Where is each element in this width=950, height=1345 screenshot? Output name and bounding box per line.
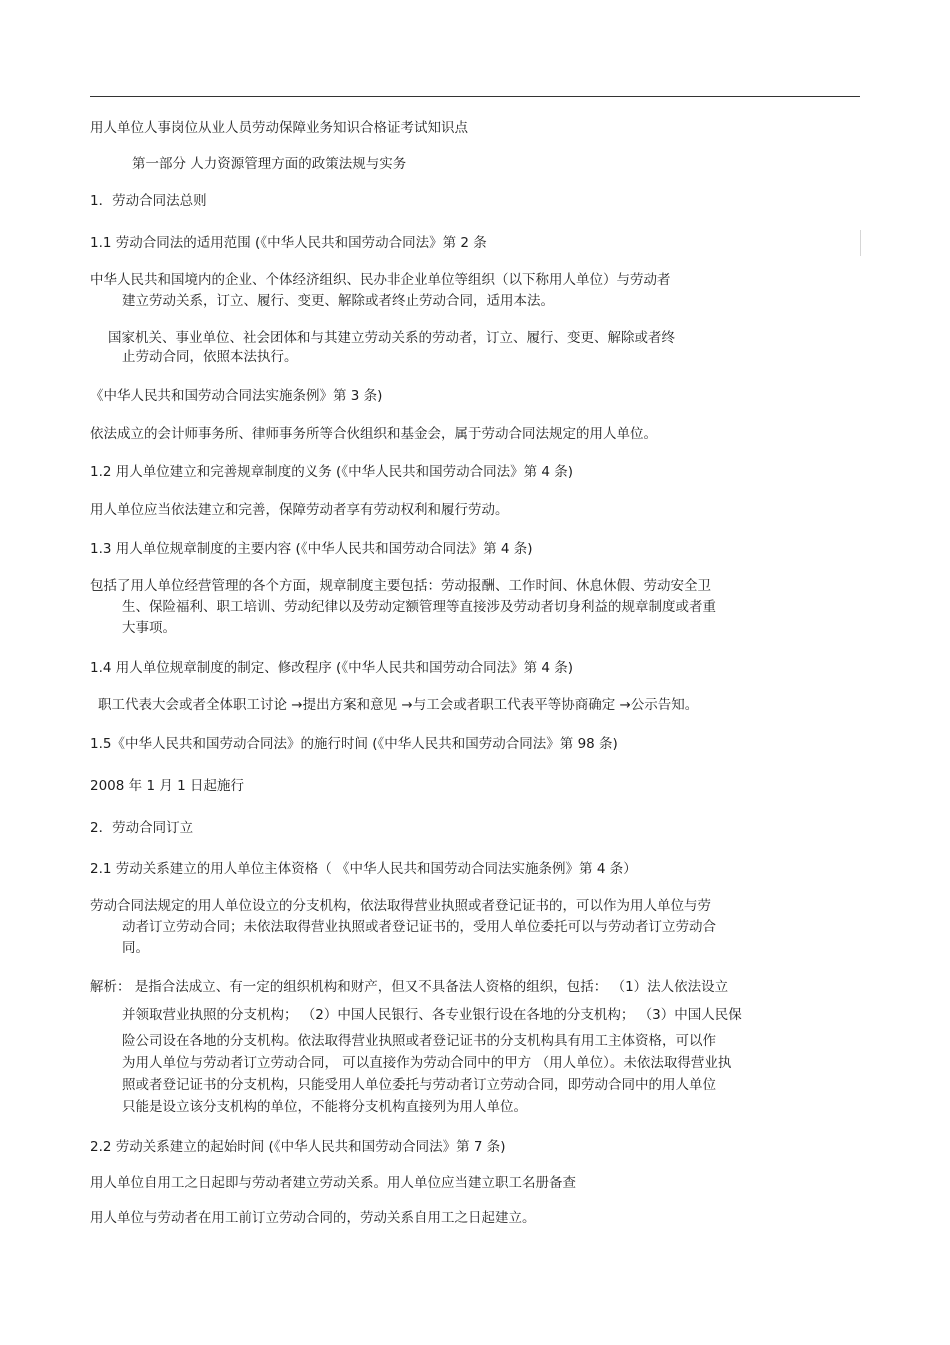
paragraph-line: 《中华人民共和国劳动合同法实施条例》第 3 条) bbox=[90, 388, 383, 404]
part-heading: 第一部分 人力资源管理方面的政策法规与实务 bbox=[132, 156, 407, 172]
paragraph-line: 依法成立的会计师事务所、律师事务所等合伙组织和基金会，属于劳动合同法规定的用人单位。 bbox=[90, 426, 657, 442]
paragraph-line: 职工代表大会或者全体职工讨论 →提出方案和意见 →与工会或者职工代表平等协商确定 →公示告知。 bbox=[98, 697, 699, 713]
paragraph-line: 险公司设在各地的分支机构。依法取得营业执照或者登记证书的分支机构具有用工主体资格，可以作 bbox=[122, 1033, 716, 1049]
paragraph-line: 只能是设立该分支机构的单位，不能将分支机构直接列为用人单位。 bbox=[122, 1099, 527, 1115]
paragraph-line: 动者订立劳动合同；未依法取得营业执照或者登记证书的，受用人单位委托可以与劳动者订立劳动合 bbox=[122, 919, 716, 935]
document-title: 用人单位人事岗位从业人员劳动保障业务知识合格证考试知识点 bbox=[90, 120, 468, 136]
section-heading-1: 1．劳动合同法总则 bbox=[90, 193, 207, 209]
paragraph-line: 用人单位自用工之日起即与劳动者建立劳动关系。用人单位应当建立职工名册备查 bbox=[90, 1175, 576, 1191]
header-rule bbox=[90, 96, 860, 97]
paragraph-line: 生、保险福利、职工培训、劳动纪律以及劳动定额管理等直接涉及劳动者切身利益的规章制度或者重 bbox=[122, 599, 716, 615]
paragraph-line: 止劳动合同，依照本法执行。 bbox=[122, 349, 298, 365]
subsection-heading-1-2: 1.2 用人单位建立和完善规章制度的义务 (《中华人民共和国劳动合同法》第 4 条) bbox=[90, 464, 574, 480]
section-heading-2: 2．劳动合同订立 bbox=[90, 820, 194, 836]
paragraph-line: 建立劳动关系，订立、履行、变更、解除或者终止劳动合同，适用本法。 bbox=[122, 293, 554, 309]
subsection-heading-1-4: 1.4 用人单位规章制度的制定、修改程序 (《中华人民共和国劳动合同法》第 4 条) bbox=[90, 660, 574, 676]
subsection-heading-1-3: 1.3 用人单位规章制度的主要内容 (《中华人民共和国劳动合同法》第 4 条) bbox=[90, 541, 533, 557]
paragraph-line: 照或者登记证书的分支机构，只能受用人单位委托与劳动者订立劳动合同，即劳动合同中的用人单位 bbox=[122, 1077, 716, 1093]
paragraph-line: 2008 年 1 月 1 日起施行 bbox=[90, 778, 244, 794]
paragraph-line: 国家机关、事业单位、社会团体和与其建立劳动关系的劳动者，订立、履行、变更、解除或者终 bbox=[108, 330, 675, 346]
paragraph-line: 大事项。 bbox=[122, 620, 176, 636]
paragraph-line: 用人单位与劳动者在用工前订立劳动合同的，劳动关系自用工之日起建立。 bbox=[90, 1210, 536, 1226]
subsection-heading-2-2: 2.2 劳动关系建立的起始时间 (《中华人民共和国劳动合同法》第 7 条) bbox=[90, 1139, 506, 1155]
subsection-heading-1-5: 1.5《中华人民共和国劳动合同法》的施行时间 (《中华人民共和国劳动合同法》第 98 条) bbox=[90, 736, 618, 752]
subsection-heading-1-1: 1.1 劳动合同法的适用范围 (《中华人民共和国劳动合同法》第 2 条 bbox=[90, 235, 487, 251]
paragraph-line: 中华人民共和国境内的企业、个体经济组织、民办非企业单位等组织（以下称用人单位）与劳动者 bbox=[90, 272, 671, 288]
paragraph-line: 劳动合同法规定的用人单位设立的分支机构，依法取得营业执照或者登记证书的，可以作为用人单位与劳 bbox=[90, 898, 711, 914]
paragraph-line: 包括了用人单位经营管理的各个方面，规章制度主要包括：劳动报酬、工作时间、休息休假、劳动安全卫 bbox=[90, 578, 711, 594]
paragraph-line: 解析： 是指合法成立、有一定的组织机构和财产，但又不具备法人资格的组织，包括： （1）法人依法设立 bbox=[90, 979, 729, 995]
paragraph-line: 用人单位应当依法建立和完善，保障劳动者享有劳动权利和履行劳动。 bbox=[90, 502, 509, 518]
paragraph-line: 并领取营业执照的分支机构； （2）中国人民银行、各专业银行设在各地的分支机构； （3）中国人民保 bbox=[122, 1007, 742, 1023]
subsection-heading-2-1: 2.1 劳动关系建立的用人单位主体资格（ 《中华人民共和国劳动合同法实施条例》第 4 条） bbox=[90, 861, 637, 877]
paragraph-line: 同。 bbox=[122, 940, 149, 956]
paragraph-line: 为用人单位与劳动者订立劳动合同， 可以直接作为劳动合同中的甲方 （用人单位）。未依法取得营业执 bbox=[122, 1055, 732, 1071]
